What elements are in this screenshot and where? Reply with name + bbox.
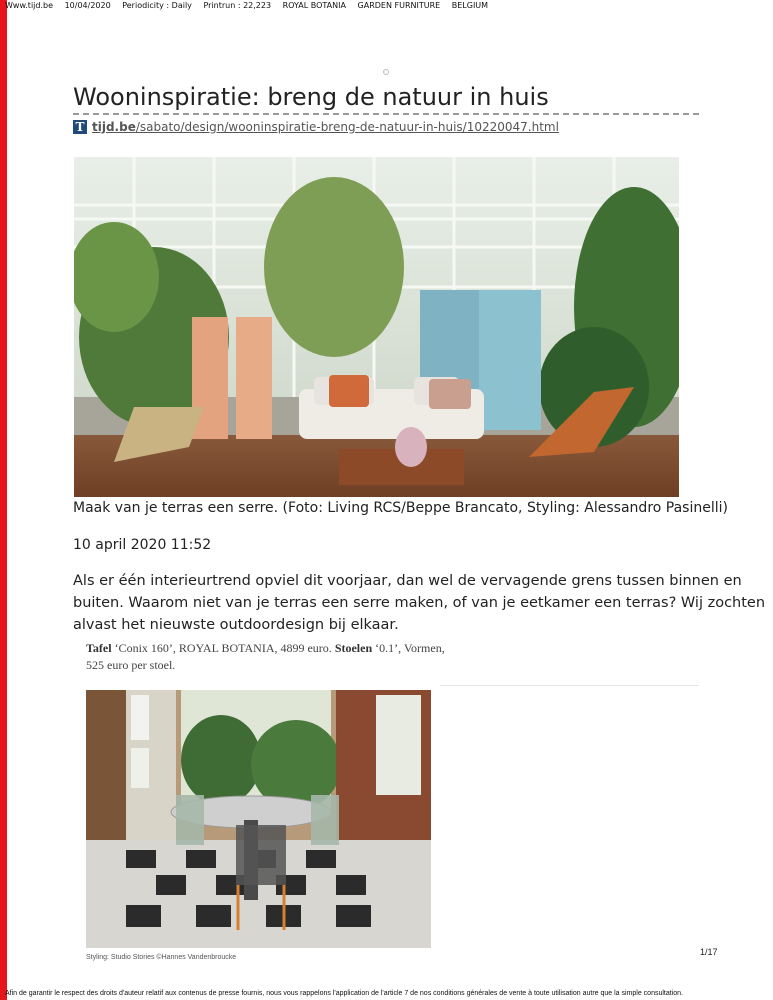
- tijd-logo-icon: T: [73, 120, 87, 134]
- article-date: 10 april 2020 11:52: [73, 537, 212, 553]
- article-intro: [73, 570, 766, 636]
- dining-room-photo: [86, 690, 431, 948]
- intro-line: Als er één interieurtrend opviel dit voorjaar, dan wel de vervagende grens tussen binnen en: [73, 573, 742, 589]
- article-title: Wooninspiratie: breng de natuur in huis: [73, 83, 549, 111]
- section-divider: [440, 685, 699, 686]
- decorative-dot: [383, 69, 389, 75]
- intro-line: buiten. Waarom niet van je terras een serre maken, of van je eetkamer een terras? Wij zochten: [73, 595, 766, 611]
- greenhouse-terrace-photo: [74, 157, 679, 497]
- red-margin-bar: [0, 0, 7, 1000]
- header-section: GARDEN FURNITURE: [357, 1, 441, 10]
- source-domain: tijd.be: [92, 120, 136, 134]
- source-row: [73, 119, 559, 135]
- source-link[interactable]: [92, 120, 559, 134]
- header-printrun: Printrun : 22,223: [203, 1, 272, 10]
- header-country: BELGIUM: [451, 1, 489, 10]
- page-number: 1/17: [700, 947, 718, 957]
- product-caption: [86, 640, 445, 674]
- source-path: /sabato/design/wooninspiratie-breng-de-natuur-in-huis/10220047.html: [135, 120, 559, 134]
- product-caption-line2: 525 euro per stoel.: [86, 658, 176, 672]
- header-client: ROYAL BOTANIA: [282, 1, 346, 10]
- chairs-label: Stoelen: [334, 641, 373, 655]
- photo1-caption: Maak van je terras een serre. (Foto: Living RCS/Beppe Brancato, Styling: Alessandro Pasinelli): [73, 500, 728, 516]
- table-text: ‘Conix 160’, ROYAL BOTANIA, 4899 euro.: [111, 641, 335, 655]
- header-date: 10/04/2020: [64, 1, 111, 10]
- table-label: Tafel: [86, 641, 112, 655]
- intro-line: alvast het nieuwste outdoordesign bij elkaar.: [73, 617, 399, 633]
- header-periodicity: Periodicity : Daily: [122, 1, 192, 10]
- clipping-header: [5, 1, 497, 10]
- photo2-credit: Styling: Studio Stories ©Hannes Vandenbroucke: [86, 954, 237, 961]
- copyright-footer: Afin de garantir le respect des droits d'auteur relatif aux contenus de presse fournis, nous vous rappelons l'application de l'article 7 de nos conditions générales de vente à toute utilisation autre que la simple consultation.: [5, 990, 683, 997]
- chairs-text: ‘0.1’, Vormen,: [372, 641, 445, 655]
- product-caption-line1: [86, 640, 445, 657]
- header-site: Www.tijd.be: [5, 1, 54, 10]
- title-divider: [73, 113, 699, 115]
